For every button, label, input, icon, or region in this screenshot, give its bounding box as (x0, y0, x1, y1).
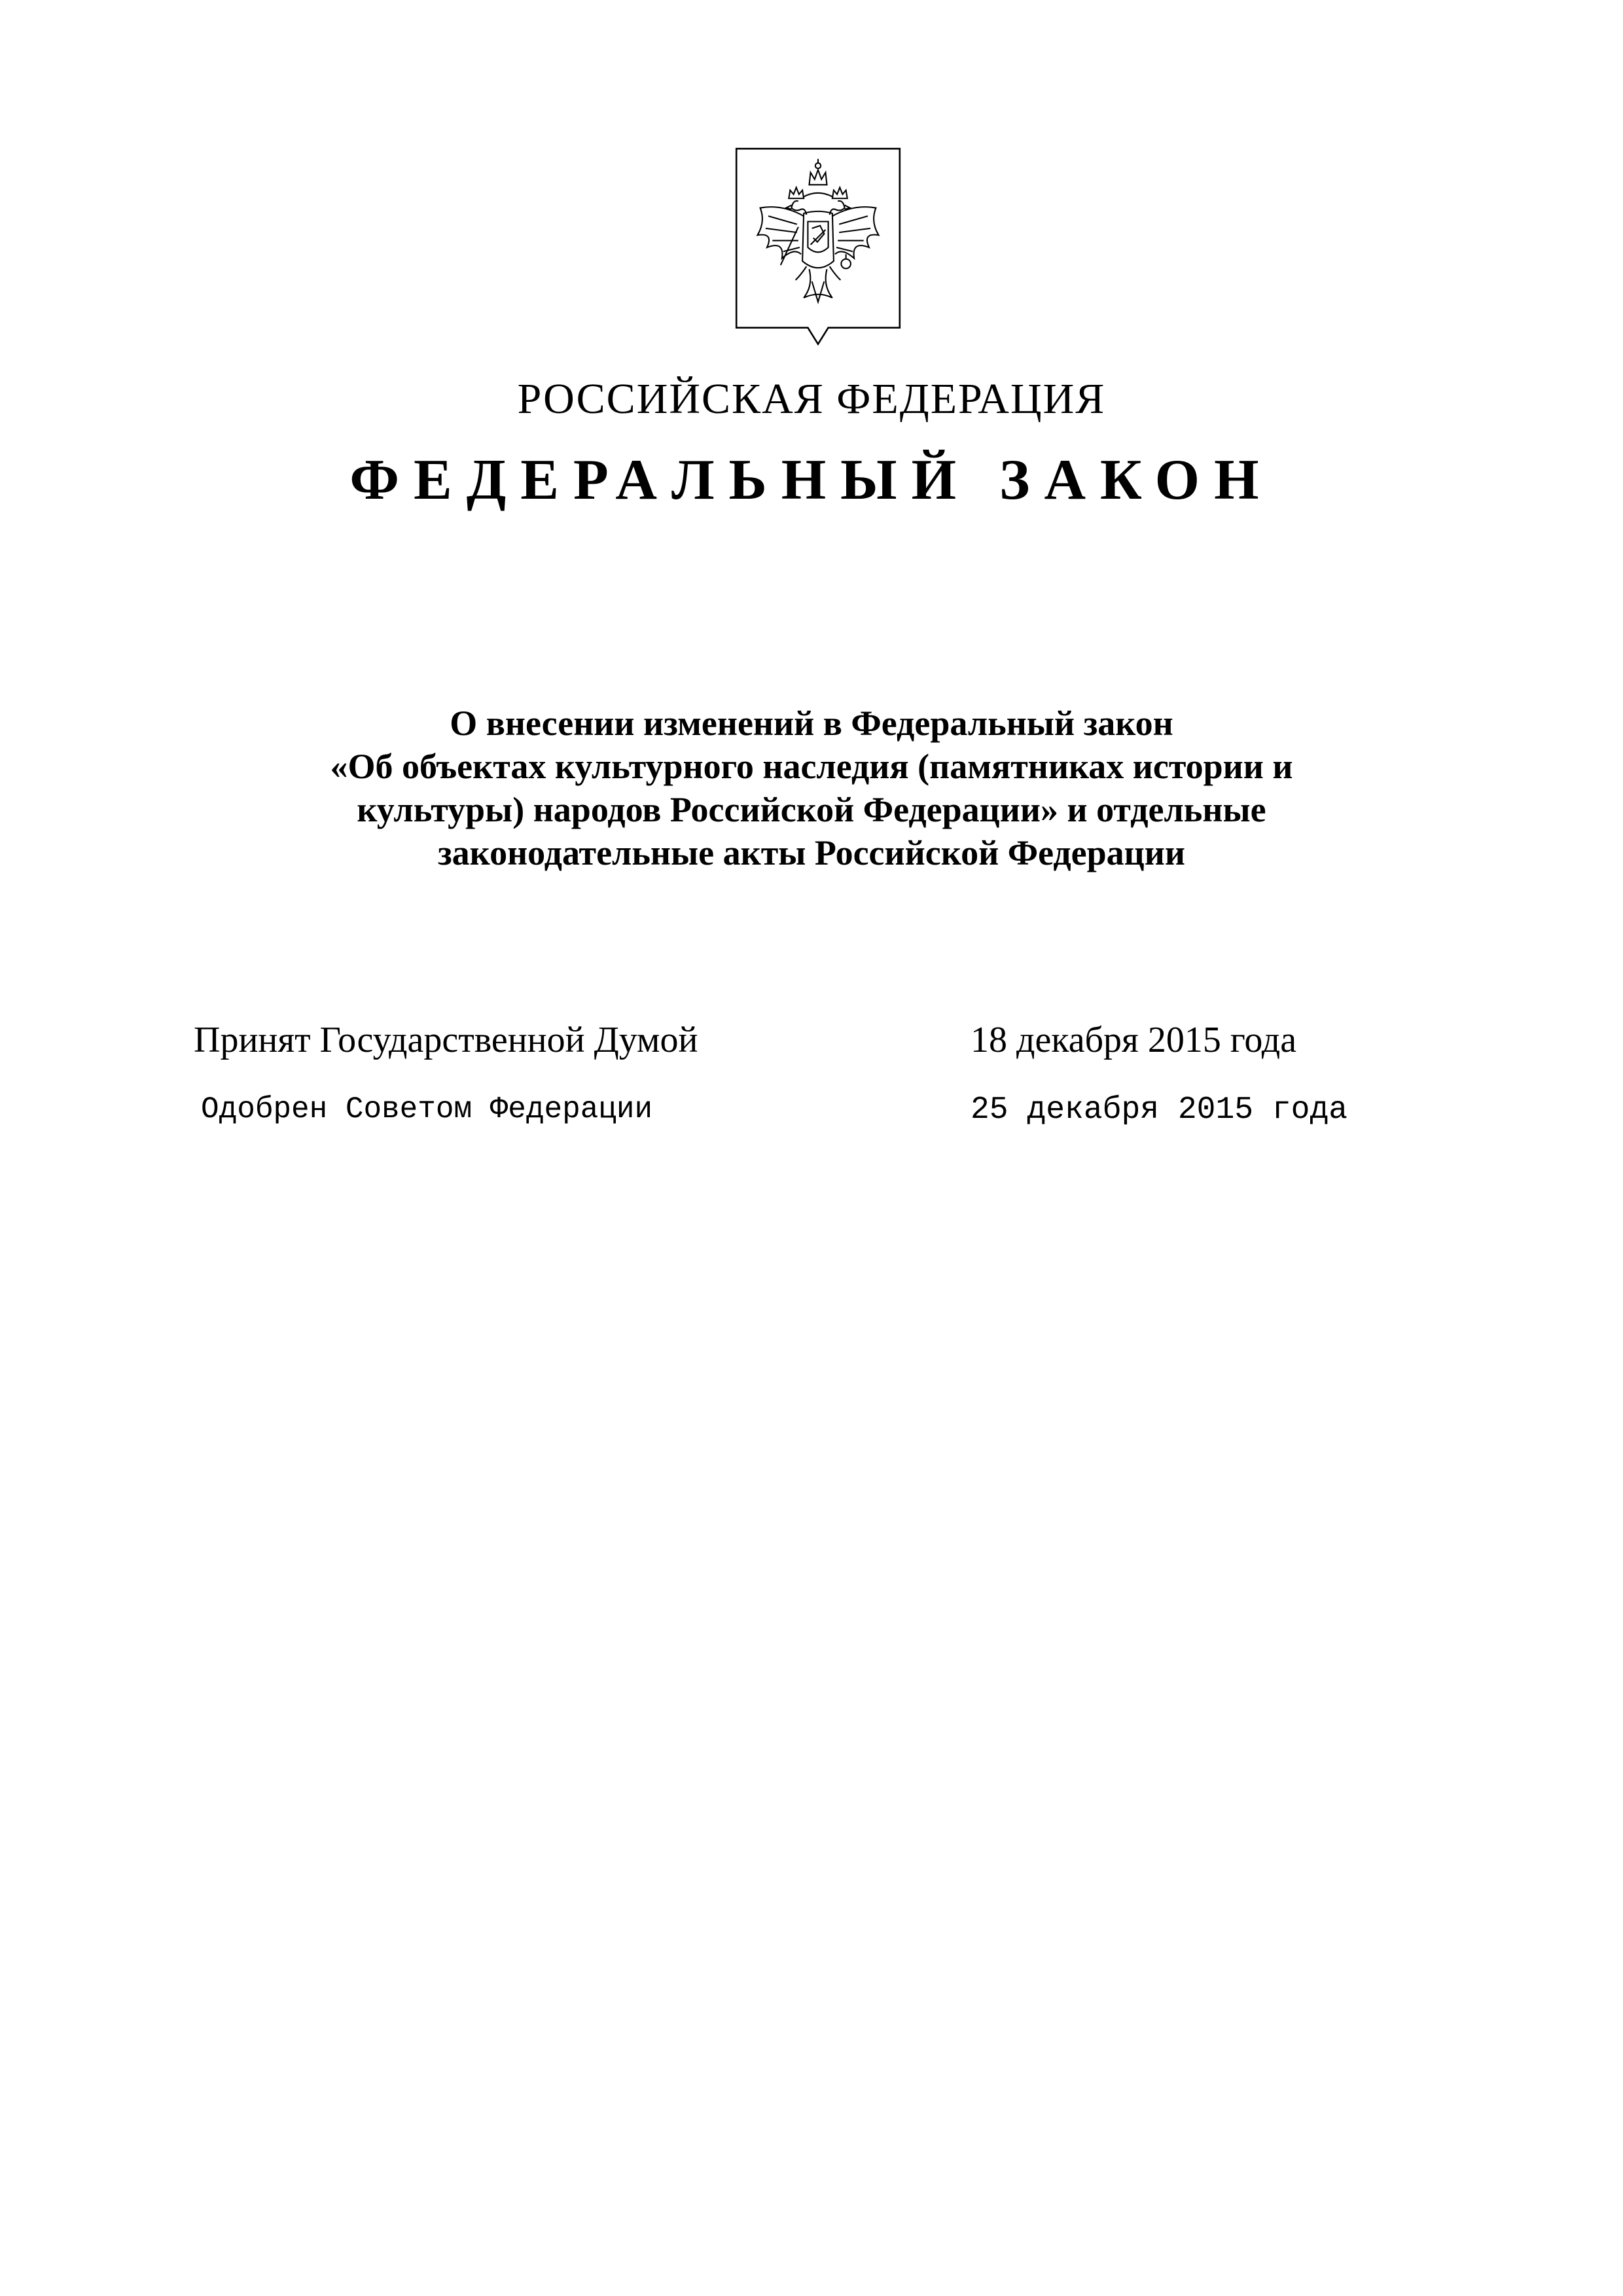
council-approval-date: 25 декабря 2015 года (971, 1092, 1348, 1128)
council-approval-label: Одобрен Советом Федерации (201, 1092, 653, 1126)
law-title-line: «Об объектах культурного наследия (памятниках истории и (330, 747, 1293, 786)
country-name: РОССИЙСКАЯ ФЕДЕРАЦИЯ (517, 375, 1106, 423)
russian-coat-of-arms-icon (733, 145, 903, 350)
law-title-line: законодательные акты Российской Федерации (437, 833, 1186, 872)
document-type: ФЕДЕРАЛЬНЫЙ ЗАКОН (349, 448, 1274, 512)
law-title (223, 702, 1400, 874)
duma-adoption-date: 18 декабря 2015 года (971, 1020, 1297, 1060)
law-title-line: культуры) народов Российской Федерации» и отдельные (357, 790, 1266, 829)
law-title-line: О внесении изменений в Федеральный закон (450, 704, 1173, 743)
duma-adoption-label: Принят Государственной Думой (194, 1020, 698, 1060)
